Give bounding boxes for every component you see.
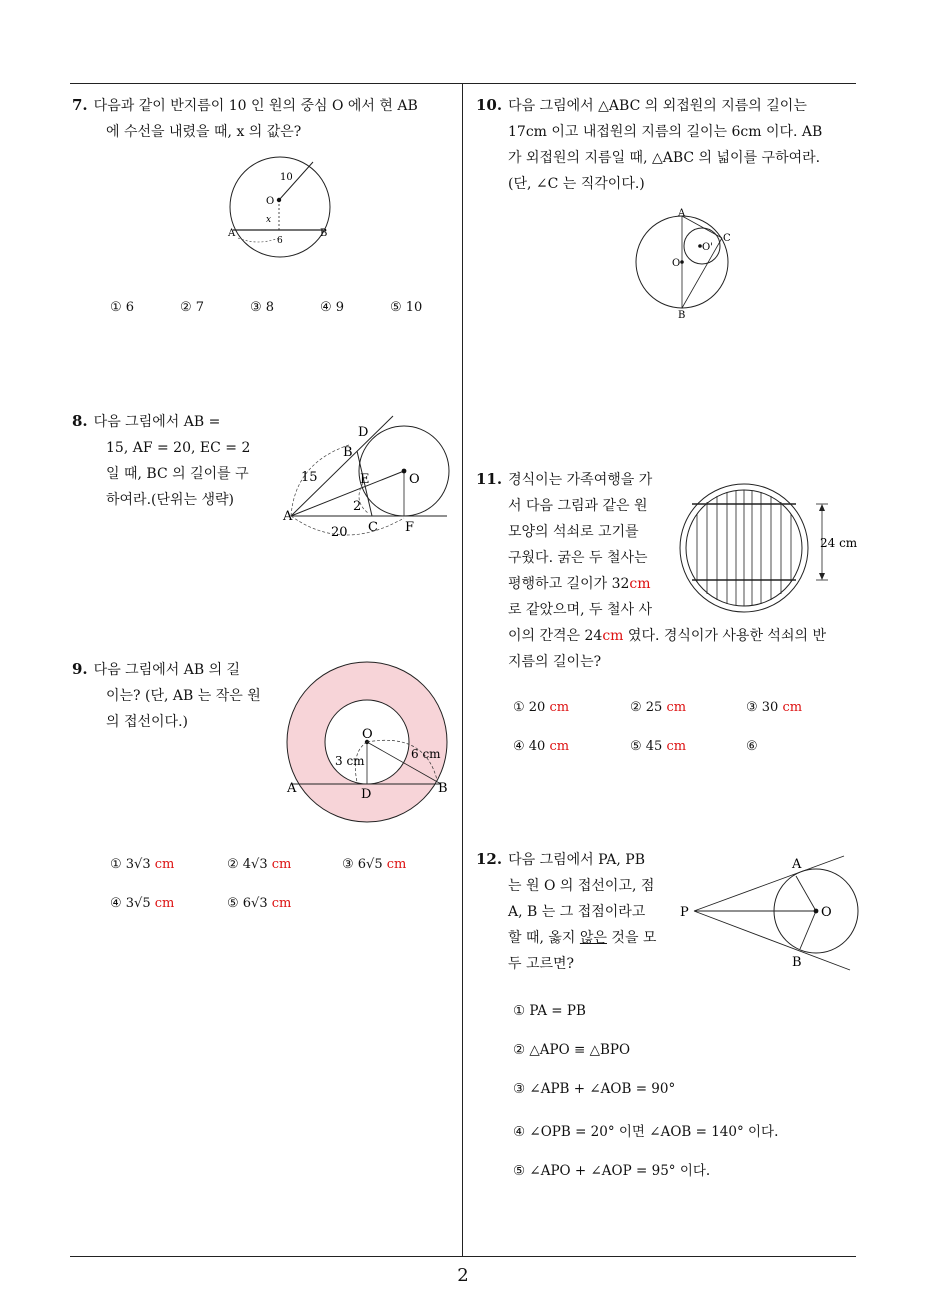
q9-option-1[interactable]: ① 3√3 cm — [110, 857, 175, 872]
q11-option-1[interactable]: ① 20 cm — [513, 700, 570, 715]
question-8-figure — [283, 413, 453, 543]
question-11-figure — [676, 483, 866, 613]
question-8-line2: 15, AF = 20, EC = 2 — [106, 440, 251, 456]
question-11-line5: 평행하고 길이가 32cm — [508, 576, 651, 592]
question-7-number: 7. — [72, 96, 88, 114]
question-10-figure — [632, 208, 742, 321]
question-11-line7: 이의 간격은 24cm 였다. 경식이가 사용한 석쇠의 반 — [508, 628, 826, 644]
q7-label-6: 6 — [277, 236, 283, 246]
question-10-line4: (단, ∠C 는 직각이다.) — [508, 176, 645, 192]
question-7-line2: 에 수선을 내렸을 때, x 의 값은? — [106, 124, 302, 140]
q7-option-5[interactable]: ⑤ 10 — [390, 300, 423, 315]
q9-option-4[interactable]: ④ 3√5 cm — [110, 896, 175, 911]
question-10-line3: 가 외접원의 지름일 때, △ABC 의 넓이를 구하여라. — [508, 150, 821, 166]
question-9 — [72, 656, 272, 735]
question-8-line1: 8. 다음 그림에서 AB = — [72, 412, 221, 430]
q11-option-5[interactable]: ⑤ 45 cm — [630, 739, 687, 754]
q8-label-B: B — [343, 445, 353, 460]
question-7-figure — [218, 150, 338, 270]
question-10-number: 10. — [476, 96, 503, 114]
question-12-line4: 할 때, 옳지 않은 것을 모 — [508, 930, 657, 946]
question-12-line5: 두 고르면? — [508, 956, 575, 972]
question-8-number: 8. — [72, 412, 88, 430]
question-11-line1: 11. 경식이는 가족여행을 가 — [476, 470, 653, 488]
q7-label-B: B — [320, 228, 328, 239]
question-12-line2: 는 원 O 의 접선이고, 점 — [508, 878, 655, 894]
question-10-line1: 10. 다음 그림에서 △ABC 의 외접원의 지름의 길이는 — [476, 96, 807, 114]
q8-label-D: D — [358, 425, 369, 440]
q9-label-B: B — [438, 781, 448, 796]
question-12-figure — [678, 852, 858, 972]
question-12-line1: 12. 다음 그림에서 PA, PB — [476, 850, 646, 868]
question-8 — [72, 408, 272, 513]
question-9-line3: 의 접선이다.) — [106, 714, 188, 730]
q7-option-3[interactable]: ③ 8 — [250, 300, 275, 315]
q12-label-B: B — [792, 955, 802, 970]
q9-label-3cm: 3 cm — [335, 754, 365, 768]
q11-option-6[interactable]: ⑥ — [746, 739, 758, 754]
q10-label-O1: O' — [702, 242, 713, 253]
q9-label-6cm: 6 cm — [411, 747, 441, 761]
q7-option-2[interactable]: ② 7 — [180, 300, 205, 315]
q12-option-2[interactable]: ② △APO ≡ △BPO — [513, 1042, 631, 1058]
question-7-line1: 7. 다음과 같이 반지름이 10 인 원의 중심 O 에서 현 AB — [72, 96, 418, 114]
question-9-figure — [285, 660, 455, 830]
bottom-rule — [70, 1256, 856, 1257]
q10-label-O: O — [672, 258, 681, 269]
column-divider — [462, 83, 463, 1257]
question-12 — [476, 846, 676, 977]
q7-label-x: x — [266, 215, 272, 225]
question-12-line3: A, B 는 그 접점이라고 — [508, 904, 646, 920]
question-12-number: 12. — [476, 850, 503, 868]
q11-option-4[interactable]: ④ 40 cm — [513, 739, 570, 754]
question-9-line1: 9. 다음 그림에서 AB 의 길 — [72, 660, 241, 678]
q12-label-P: P — [680, 905, 689, 920]
question-7 — [72, 92, 457, 145]
page-number: 2 — [457, 1265, 469, 1286]
q8-label-15: 15 — [301, 470, 318, 485]
q12-option-5[interactable]: ⑤ ∠APO + ∠AOP = 95° 이다. — [513, 1163, 711, 1179]
q11-option-3[interactable]: ③ 30 cm — [746, 700, 803, 715]
q12-label-O: O — [821, 905, 832, 920]
q9-option-5[interactable]: ⑤ 6√3 cm — [227, 896, 292, 911]
q12-option-1[interactable]: ① PA = PB — [513, 1003, 586, 1019]
q8-label-F: F — [405, 520, 415, 535]
top-rule — [70, 83, 856, 84]
q10-label-C: C — [723, 233, 731, 244]
q7-label-10: 10 — [280, 172, 293, 183]
q8-label-2: 2 — [353, 499, 362, 514]
question-10-line2: 17cm 이고 내접원의 지름의 길이는 6cm 이다. AB — [508, 124, 823, 140]
q11-label-24cm: 24 cm — [820, 536, 858, 550]
q7-option-4[interactable]: ④ 9 — [320, 300, 345, 315]
q9-label-O: O — [362, 727, 373, 742]
question-9-number: 9. — [72, 660, 88, 678]
question-11-line8: 지름의 길이는? — [508, 654, 602, 670]
q8-label-A: A — [283, 509, 293, 524]
q8-label-E: E — [360, 472, 370, 487]
question-11-line4: 구웠다. 굵은 두 철사는 — [508, 550, 648, 566]
q7-label-O: O — [266, 196, 275, 207]
q8-label-C: C — [368, 520, 378, 535]
q11-option-2[interactable]: ② 25 cm — [630, 700, 687, 715]
q9-option-3[interactable]: ③ 6√5 cm — [342, 857, 407, 872]
question-9-line2: 이는? (단, AB 는 작은 원 — [106, 688, 261, 704]
q12-label-A: A — [792, 857, 802, 872]
q9-label-A: A — [287, 781, 297, 796]
question-11-line3: 모양의 석쇠로 고기를 — [508, 524, 639, 540]
q7-label-A: A — [228, 228, 236, 239]
q12-option-4[interactable]: ④ ∠OPB = 20° 이면 ∠AOB = 140° 이다. — [513, 1124, 779, 1140]
q12-option-3[interactable]: ③ ∠APB + ∠AOB = 90° — [513, 1081, 676, 1097]
question-8-line4: 하여라.(단위는 생략) — [106, 492, 235, 508]
q10-label-B: B — [678, 310, 686, 321]
q9-option-2[interactable]: ② 4√3 cm — [227, 857, 292, 872]
q10-label-A: A — [678, 208, 686, 219]
question-11-line6: 로 같았으며, 두 철사 사 — [508, 602, 652, 618]
question-11-number: 11. — [476, 470, 503, 488]
q7-option-1[interactable]: ① 6 — [110, 300, 135, 315]
question-11-line2: 서 다음 그림과 같은 원 — [508, 498, 648, 514]
q8-label-20: 20 — [331, 525, 348, 540]
question-10 — [476, 92, 861, 197]
q8-label-O: O — [409, 472, 420, 487]
q9-label-D: D — [361, 787, 372, 802]
question-8-line3: 일 때, BC 의 길이를 구 — [106, 466, 249, 482]
